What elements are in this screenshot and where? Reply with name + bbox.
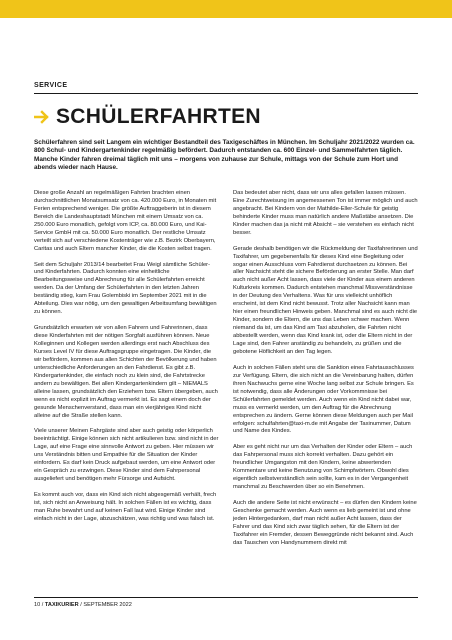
magazine-name: TAXIKURIER (44, 602, 79, 608)
paragraph: Auch die andere Seite ist nicht erwünscht – es dürfen den Kindern keine Geschenke gemacht werden. Auch wenn es lieb gemeint ist und ohne jeden Hintergedanken, darf man nicht außer Acht lassen, dass der Fahrer und das Kind sich zwar täglich sehen, für die Eltern ist der Taxifahrer ein Fremder, dessen Beweggründe nicht bekannt sind. Auch das Tauschen von Handynummern direkt mit (233, 499, 417, 546)
right-column (233, 190, 418, 556)
paragraph: Seit dem Schuljahr 2013/14 bearbeitet Frau Weigl sämtliche Schüler- und Kinderfahrten. Dadurch konnten eine einheitliche Bearbeitungsweise und Abrechnung für alle Schülerfahrten erreicht werden. Da der Umfang der Schülerfahrten in den letzten Jahren beständig stieg, kam Frau Golembiski im September 2021 mit in die Abteilung. Dies war nötig, um den gewaltigen Arbeitsumfang bewältigen zu können. (34, 261, 217, 316)
paragraph: Das bedeutet aber nicht, dass wir uns alles gefallen lassen müssen. Eine Zurechtweisung im angemessenen Ton ist immer möglich und auch angebracht. Bei Kindern von der Mathilde-Eller-Schule für geistig behinderte Kinder muss man natürlich andere Maßstäbe ansetzen. Die Kinder machen das ja nicht mit Absicht – sie verstehen es einfach nicht besser. (233, 190, 418, 236)
paragraph: Aber es geht nicht nur um das Verhalten der Kinder oder Eltern – auch das Fahrpersonal muss sich korrekt verhalten. Dazu gehört ein freundlicher Umgangston mit den Kindern, keine abwertenden Kommentare und keine Benutzung von Schimpfwörtern. Obwohl dies eigentlich selbstverständlich sein sollte, kam es in der Vergangenheit manchmal zu Beschwerden über so ein Benehmen. (233, 444, 413, 491)
left-column (34, 190, 219, 532)
article-title: SCHÜLERFAHRTEN (56, 105, 261, 128)
paragraph: Viele unserer Meinen Fahrgäste sind aber auch geistig oder körperlich beeinträchtigt. Einige können sich nicht artikulieren bzw. sind nicht in der Lage, auf eine Frage eine sinnvolle Antwort zu geben. Hier müssen wir uns Verständnis bitten und Empathie für die Situation der Kinder einfordern. Es darf kein Druck aufgebaut werden, um eine Antwort oder ein Gespräch zu erzwingen. Diese Kinder sind dem Fahrpersonal ausgeliefert und benötigen mehr Fürsorge und Aufsicht. (34, 428, 219, 483)
header-accent-bar (0, 0, 452, 18)
issue-date: SEPTEMBER 2022 (83, 602, 132, 608)
page-footer (34, 602, 132, 608)
page-number: 10 (34, 602, 41, 608)
paragraph: Diese große Anzahl an regelmäßigen Fahrten brachten einen durchschnittlichen Monatsumsatz von ca. 420.000 Euro, in Monaten mit Ferien entsprechend weniger. Die größte Auftraggeberin ist in diesem Bereich die Landeshauptstadt München mit einem Umsatz von ca. 250.000 Euro monatlich, gefolgt vom ICP, ca. 80.000 Euro, und Kai-Service GmbH mit ca. 50.000 Euro monatlich. Der restliche Umsatz verteilt sich auf verschiedene Kostenträger wie z.B. Bezirk Oberbayern, Caritas und auch Eltern mancher Kinder, die die Kosten selbst tragen. (34, 190, 217, 252)
footer-separator: / (80, 602, 84, 608)
paragraph: Gerade deshalb benötigen wir die Rückmeldung der Taxifahrerinnen und Taxifahrer, um gegebenenfalls für dieses Kind eine Begleitung oder sogar einen Ausschluss vom Fahrdienst durchsetzen zu können. Bei aller Nachsicht steht die sichere Beförderung an erster Stelle. Man darf auch nicht außer Acht lassen, dass viele der Kinder aus einem anderen Kulturkreis kommen. Dadurch entstehen manchmal Missverständnisse in der Deutung des Verhaltens. Was für uns vielleicht unhöflich erscheint, ist dem Kind nicht bewusst. Trotz aller Nachsicht kann man hier einen freundlichen Hinweis geben. Manchmal sind es auch nicht die Kinder, sondern die Eltern, die uns das Leben schwer machen. Wenn niemand da ist, um das Kind am Taxi abzuholen, die Fahrten nicht abbestellt werden, wenn das Kind krank ist, oder die Eltern nicht in der Lage sind, den Fahrer anständig zu behandeln, zu grüßen und die gebotene Höflichkeit an den Tag legen. (233, 245, 418, 355)
footer-divider (34, 597, 418, 598)
section-label: SERVICE (34, 82, 68, 89)
article-lead: Schülerfahren sind seit Langem ein wichtiger Bestandteil des Taxigeschäftes in München. Im Schuljahr 2021/2022 wurden ca. 800 Schul- und Kindergartenkinder regelmäßig befördert. Dadurch entstanden ca. 600 Einzel- und Sammelfahrten täglich. Manche Kinder fahren dreimal täglich mit uns – morgens von zuhause zur Schule, mittags von der Schule zum Hort und abends wieder nach Hause. (34, 139, 415, 171)
section-divider (34, 93, 418, 94)
article-title-row (34, 105, 261, 129)
footer-separator: / (41, 602, 45, 608)
paragraph: Grundsätzlich erwarten wir von allen Fahrern und Fahrerinnen, dass diese Kinderfahrten mit der nötigen Sorgfalt ausführen können. Neue Kolleginnen und Kollegen werden allerdings erst nach Abschluss des Kurses Level IV für diese Auftragsgruppe eingetragen. Die Kinder, die wir befördern, kommen aus allen Schichten der Bevölkerung und haben unterschiedliche Anforderungen an den Fahrdienst. Es gibt z.B. Kindergartenkinder, die einfach noch zu klein sind, die Fahrtstrecke andern zu bewältigen. Bei allen Kindergartenkindern gilt – NIEMALS alleine lassen, grundsätzlich den Erziehern bzw. Eltern übergeben, auch wenn es nicht explizit im Auftrag vermerkt ist. Es sagt einem doch der gesunde Menschenverstand, dass man ein vierjähriges Kind nicht alleine auf die Straße stellen kann. (34, 325, 218, 419)
paragraph: Auch in solchen Fällen steht uns die Sanktion eines Fahrtausschlusses zur Verfügung. Eltern, die sich nicht an die Vereinbarung halten, dürfen ihren Nachwuchs gerne eine Woche lang selbst zur Schule bringen. Es ist notwendig, dass alle Änderungen oder Vorkommnisse bei Schülerfahrten gemeldet werden. Auch wenn ein Kind nicht dabei war, muss es vermerkt werden, um den Auftrag für die Abrechnung entsprechen zu ändern. Gerne können diese Meldungen auch per Mail erfolgen: schulfahrten@taxi-m.de mit Angabe der Taxinummer, Datum und Name des Kindes. (233, 364, 414, 435)
arrow-right-icon (34, 110, 50, 124)
paragraph: Es kommt auch vor, dass ein Kind sich nicht abgesgemäß verhält, frech ist, sich nicht an Anweisung hält. In solchen Fällen ist es wichtig, dass man Ruhe bewahrt und auf keinen Fall laut wird. Einige Kinder sind einfach nicht in der Lage, abzuschätzen, was richtig und was falsch ist. (34, 491, 217, 522)
